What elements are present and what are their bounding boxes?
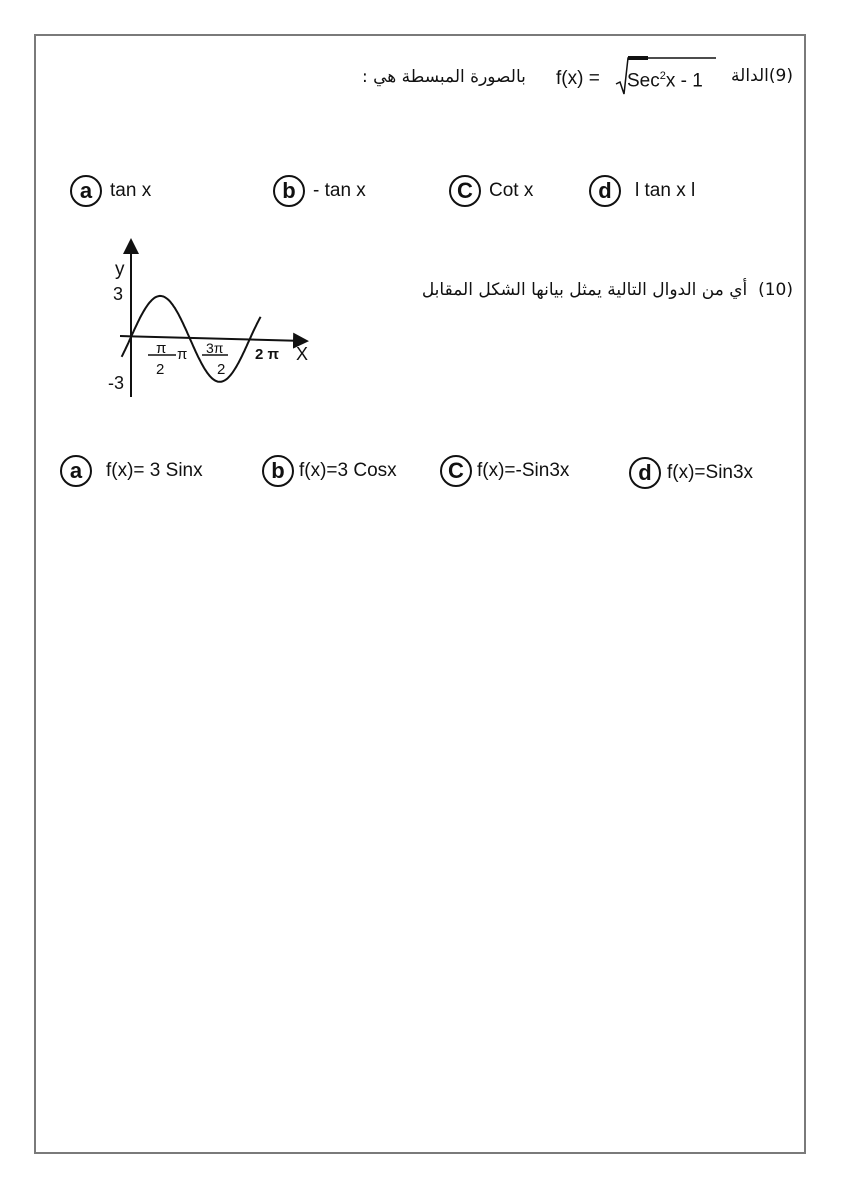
q9-formula-lhs: f(x) = [556,68,600,89]
q9-option-a[interactable] [70,175,151,207]
pi-half-denominator: 2 [156,361,165,378]
option-letter-circle: C [449,175,481,207]
option-text: Cot x [489,180,534,201]
option-letter-circle: b [273,175,305,207]
q10-option-c[interactable] [440,455,569,487]
2pi-label: 2 π [255,346,279,363]
radicand-exponent: 2 [659,70,666,82]
q9-suffix: بالصورة المبسطة هي : [362,67,526,87]
option-letter-circle: d [629,457,661,489]
option-letter-circle: a [70,175,102,207]
option-text: - tan x [313,180,366,201]
q10-option-d[interactable] [629,457,753,489]
option-text: f(x)= 3 Sinx [106,460,203,481]
q9-option-b[interactable] [273,175,366,207]
q9-heading [731,66,793,86]
y-max-label: 3 [113,284,124,304]
3pi-half-denominator: 2 [217,361,226,378]
option-text: f(x)=Sin3x [667,462,754,483]
q9-prefix: الدالة [731,66,769,86]
option-text: tan x [110,180,152,201]
q10-text: أي من الدوال التالية يمثل بيانها الشكل المقابل [421,280,748,300]
q9-option-c[interactable] [449,175,533,207]
x-axis-label: X [296,344,309,364]
q9-number: (9) [768,66,793,86]
radicand-rest: x - 1 [665,70,703,92]
3pi-half-numerator: 3π [206,340,224,356]
pi-label: π [177,346,188,363]
option-letter-circle: b [262,455,294,487]
y-min-label: -3 [108,373,125,393]
option-letter-circle: a [60,455,92,487]
q10-heading [422,280,793,300]
q10-option-a[interactable] [60,455,203,487]
option-text: l tan x l [635,180,696,201]
q9-option-d[interactable] [589,175,695,207]
option-text: f(x)=-Sin3x [477,460,570,481]
pi-half-numerator: π [156,340,167,357]
option-letter-circle: C [440,455,472,487]
radicand-base: Sec [627,70,660,92]
q9-radicand [627,70,703,92]
q10-option-b[interactable] [262,455,397,487]
option-letter-circle: d [589,175,621,207]
sine-graph [100,232,320,402]
y-axis-label: y [115,259,125,280]
option-text: f(x)=3 Cosx [299,460,397,481]
q10-number: (10) [758,280,793,300]
